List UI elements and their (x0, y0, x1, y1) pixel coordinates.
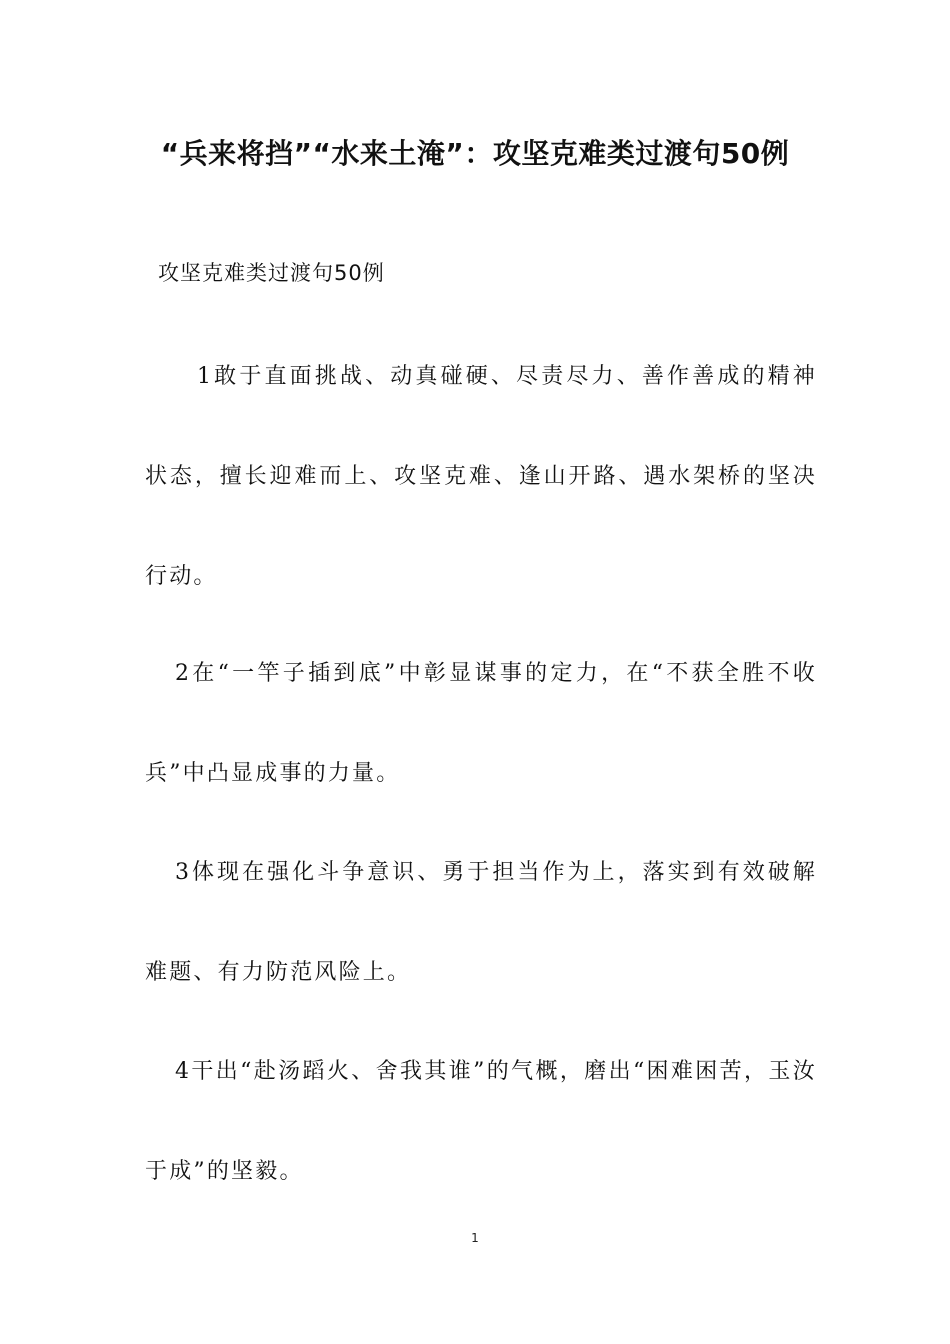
page-number: 1 (471, 1231, 479, 1245)
paragraph-4: 4干出“赴汤蹈火、舍我其谁”的气概，磨出“困难困苦，玉汝于成”的坚毅。 (145, 1059, 817, 1184)
document-title: “兵来将挡”“水来土淹”：攻坚克难类过渡句50例 (160, 137, 790, 170)
document-subtitle: 攻坚克难类过渡句50例 (158, 261, 385, 285)
paragraph-2: 2在“一竿子插到底”中彰显谋事的定力，在“不获全胜不收兵”中凸显成事的力量。 (145, 661, 817, 786)
paragraph-1: 1敢于直面挑战、动真碰硬、尽责尽力、善作善成的精神状态，擅长迎难而上、攻坚克难、逢山开路、遇水架桥的坚决行动。 (145, 364, 817, 589)
paragraph-3: 3体现在强化斗争意识、勇于担当作为上，落实到有效破解难题、有力防范风险上。 (145, 860, 817, 985)
